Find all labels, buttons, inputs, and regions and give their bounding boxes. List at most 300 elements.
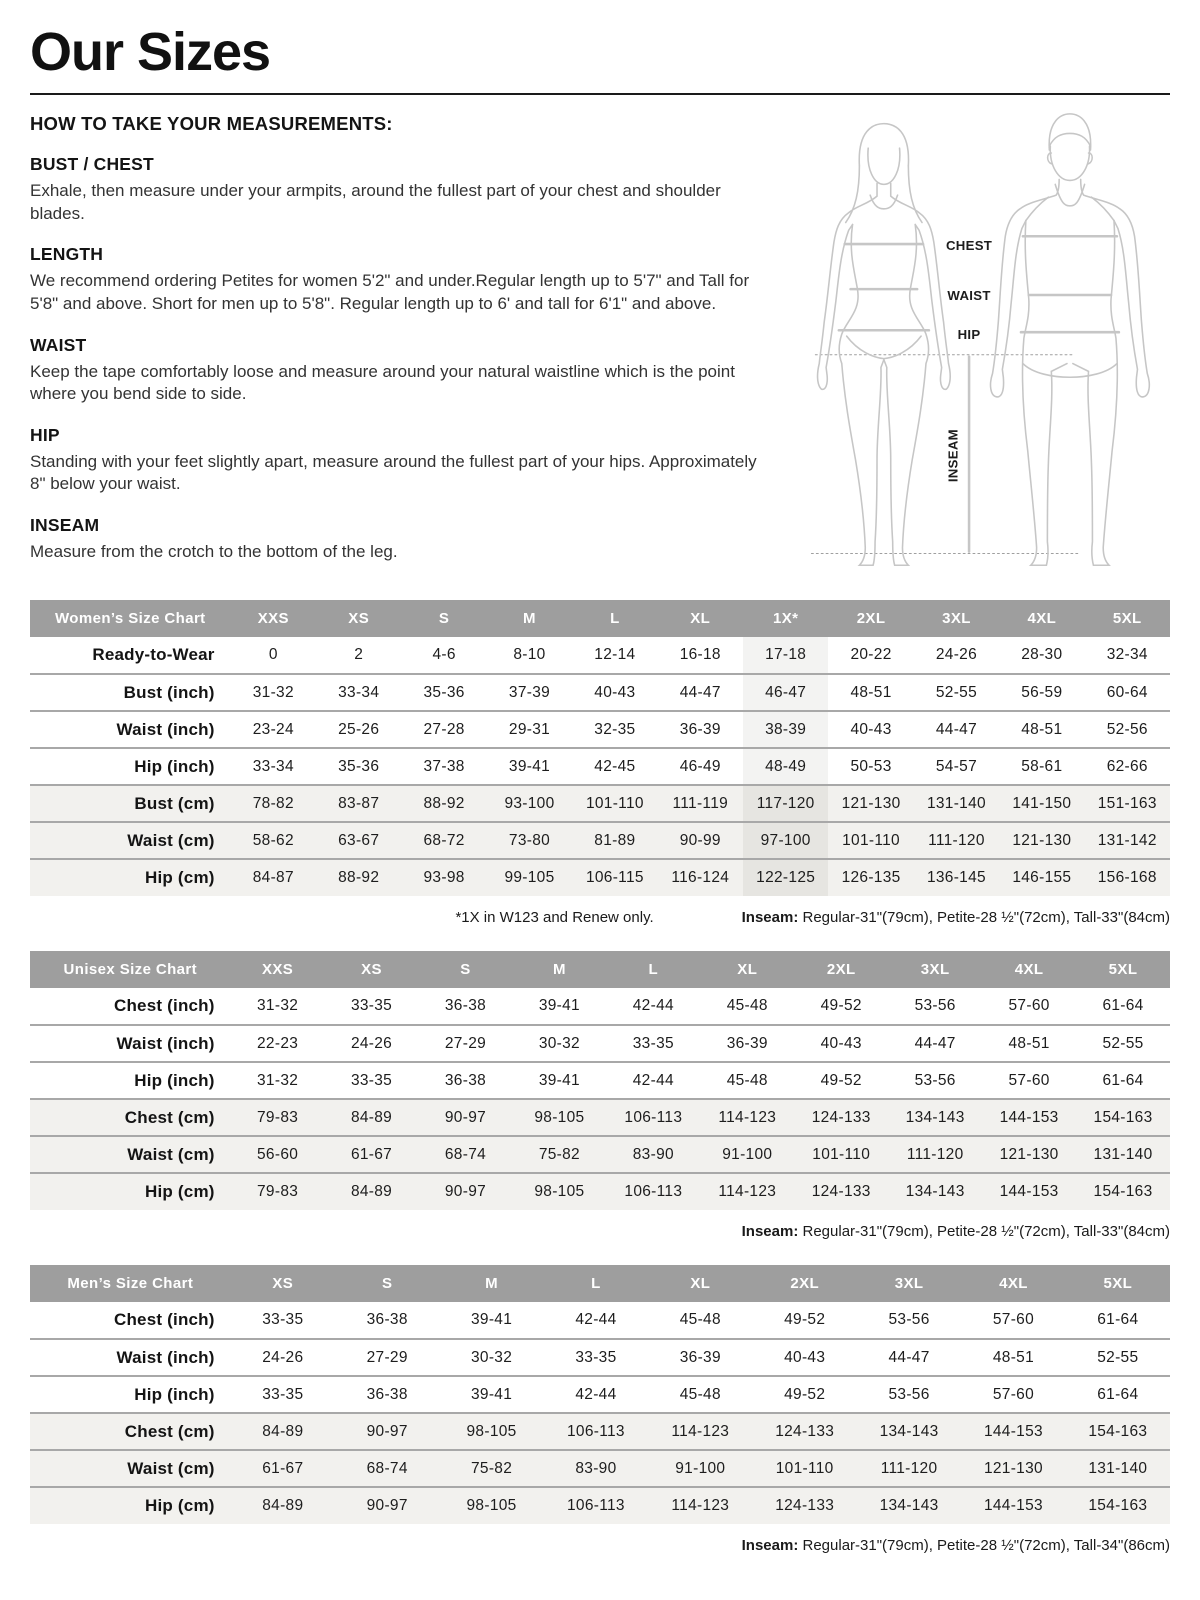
unisex-size-table [30, 951, 1170, 1210]
size-cell: 53-56 [914, 1071, 956, 1089]
size-cell: 54-57 [935, 757, 978, 775]
size-cell: 52-55 [1097, 1348, 1139, 1366]
size-cell: 8-10 [513, 646, 546, 664]
size-cell: 134-143 [905, 1183, 965, 1201]
size-cell: 36-38 [366, 1385, 408, 1403]
table-footnote [30, 909, 1170, 926]
column-header: 4XL [999, 600, 1084, 637]
instructions-heading: HOW TO TAKE YOUR MEASUREMENTS: [30, 113, 393, 135]
size-cell: 98-105 [534, 1183, 585, 1201]
size-cell: 126-135 [841, 869, 901, 887]
footnote-inseam-values: Regular-31"(79cm), Petite-28 ½"(72cm), Tall-34"(86cm) [798, 1537, 1170, 1555]
size-cell: 90-97 [366, 1422, 408, 1440]
size-cell: 33-35 [262, 1385, 304, 1403]
size-cell: 53-56 [888, 1311, 930, 1329]
size-cell: 156-168 [1097, 869, 1157, 887]
size-cell: 83-90 [575, 1459, 617, 1477]
womens-size-table [30, 600, 1170, 896]
size-cell: 124-133 [811, 1108, 871, 1126]
size-cell: 48-51 [1021, 720, 1063, 738]
row-label: Bust (cm) [134, 793, 215, 813]
size-cell: 75-82 [538, 1145, 580, 1163]
size-cell: 111-120 [928, 831, 985, 849]
size-cell: 17-18 [743, 637, 828, 674]
column-header: M [439, 1265, 543, 1302]
size-cell: 33-35 [575, 1348, 617, 1366]
table-title: Women’s Size Chart [30, 600, 231, 637]
column-header: 5XL [1085, 600, 1170, 637]
column-header: M [487, 600, 572, 637]
measurement-instructions [30, 113, 775, 563]
row-label: Hip (cm) [145, 1496, 215, 1516]
table-row [30, 1376, 1170, 1413]
table-row [30, 637, 1170, 674]
size-cell: 90-97 [444, 1183, 487, 1201]
size-cell: 144-153 [999, 1183, 1059, 1201]
column-header: S [335, 1265, 439, 1302]
measurement-guide [30, 113, 1170, 575]
size-cell: 37-39 [508, 683, 551, 701]
size-cell: 40-43 [784, 1348, 826, 1366]
table-row [30, 1136, 1170, 1173]
column-header: 5XL [1066, 1265, 1170, 1302]
size-cell: 24-26 [262, 1348, 304, 1366]
size-cell: 98-105 [466, 1422, 517, 1440]
size-cell: 106-113 [567, 1497, 625, 1515]
size-cell: 40-43 [850, 720, 892, 738]
male-figure [991, 114, 1150, 565]
row-label: Bust (inch) [123, 682, 215, 702]
instruction-section-inseam [30, 515, 775, 564]
size-cell: 24-26 [935, 646, 978, 664]
inseam-label: INSEAM [945, 429, 961, 483]
size-cell: 63-67 [338, 831, 380, 849]
size-cell: 83-87 [338, 794, 380, 812]
header-row [30, 600, 1170, 637]
size-cell: 75-82 [470, 1459, 513, 1477]
table-row [30, 1173, 1170, 1210]
size-cell: 37-38 [423, 757, 465, 775]
size-cell: 33-35 [350, 997, 393, 1015]
title-divider [30, 93, 1170, 95]
size-cell: 61-67 [350, 1145, 393, 1163]
size-cell: 106-113 [567, 1422, 625, 1440]
size-cell: 36-39 [726, 1034, 768, 1052]
footnote-inseam-label: Inseam: [741, 1537, 799, 1555]
row-label: Ready-to-Wear [92, 645, 215, 665]
size-cell: 53-56 [914, 997, 956, 1015]
row-label: Hip (cm) [145, 1182, 215, 1202]
row-label: Chest (inch) [114, 1310, 215, 1330]
size-cell: 154-163 [1088, 1497, 1148, 1515]
size-cell: 117-120 [743, 785, 828, 822]
size-cell: 101-110 [585, 794, 644, 812]
size-cell: 124-133 [775, 1422, 835, 1440]
footnote-inseam-label: Inseam: [741, 909, 799, 927]
size-cell: 36-39 [679, 1348, 721, 1366]
column-header: 2XL [794, 951, 888, 988]
size-cell: 27-29 [366, 1348, 408, 1366]
size-cell: 39-41 [538, 997, 580, 1015]
size-cell: 121-130 [1012, 831, 1072, 849]
size-cell: 46-49 [679, 757, 721, 775]
column-header: XL [648, 1265, 752, 1302]
section-body: Standing with your feet slightly apart, measure around the fullest part of your hips. Approximately 8" below your waist. [30, 451, 757, 494]
size-cell: 57-60 [1008, 1071, 1050, 1089]
size-cell: 42-44 [575, 1311, 617, 1329]
size-cell: 90-99 [679, 831, 721, 849]
section-title: WAIST [30, 334, 87, 355]
table-title: Men’s Size Chart [30, 1265, 231, 1302]
size-cell: 131-142 [1097, 831, 1157, 849]
table-row [30, 859, 1170, 896]
size-cell: 33-35 [262, 1311, 304, 1329]
chest-label: CHEST [945, 238, 993, 254]
table-row [30, 1450, 1170, 1487]
size-cell: 25-26 [338, 720, 380, 738]
size-cell: 53-56 [888, 1385, 930, 1403]
section-body: Exhale, then measure under your armpits, around the fullest part of your chest and shoulder blades. [30, 181, 721, 223]
size-cell: 58-61 [1021, 757, 1063, 775]
size-cell: 134-143 [879, 1497, 939, 1515]
footnote-inseam-label: Inseam: [741, 1223, 799, 1241]
size-cell: 93-98 [423, 869, 465, 887]
size-cell: 73-80 [508, 831, 551, 849]
size-cell: 88-92 [423, 794, 465, 812]
table-row [30, 1099, 1170, 1136]
table-title: Unisex Size Chart [30, 951, 231, 988]
table-row [30, 822, 1170, 859]
size-cell: 111-120 [880, 1459, 938, 1477]
column-header: L [606, 951, 700, 988]
column-header: XS [325, 951, 419, 988]
size-cell: 114-123 [671, 1422, 730, 1440]
table-row [30, 1339, 1170, 1376]
column-header: 5XL [1076, 951, 1170, 988]
size-cell: 79-83 [257, 1183, 299, 1201]
size-cell: 42-44 [632, 1071, 674, 1089]
size-cell: 121-130 [999, 1145, 1059, 1163]
size-cell: 58-62 [252, 831, 294, 849]
size-cell: 33-34 [252, 757, 294, 775]
row-label: Chest (inch) [114, 996, 215, 1016]
row-label: Waist (inch) [116, 719, 215, 739]
size-cell: 84-89 [262, 1497, 304, 1515]
size-cell: 39-41 [470, 1311, 513, 1329]
size-cell: 48-51 [1008, 1034, 1050, 1052]
column-header: 3XL [888, 951, 982, 988]
size-cell: 44-47 [935, 720, 978, 738]
size-cell: 31-32 [252, 683, 294, 701]
size-cell: 124-133 [811, 1183, 871, 1201]
page-title: Our Sizes [30, 22, 271, 82]
size-cell: 38-39 [743, 711, 828, 748]
size-cell: 49-52 [784, 1385, 826, 1403]
column-header: XXS [231, 600, 316, 637]
size-cell: 42-44 [632, 997, 674, 1015]
size-cell: 33-35 [350, 1071, 393, 1089]
size-cell: 84-89 [350, 1108, 393, 1126]
column-header: 3XL [914, 600, 999, 637]
size-cell: 4-6 [432, 646, 456, 664]
table-row [30, 674, 1170, 711]
size-cell: 68-74 [366, 1459, 408, 1477]
size-cell: 45-48 [679, 1311, 721, 1329]
size-cell: 36-38 [444, 997, 487, 1015]
size-cell: 99-105 [504, 869, 555, 887]
body-measurement-diagram [776, 107, 1168, 577]
table-row [30, 1062, 1170, 1099]
size-cell: 42-44 [575, 1385, 617, 1403]
size-cell: 12-14 [594, 646, 636, 664]
size-cell: 46-47 [743, 674, 828, 711]
column-header: L [544, 1265, 648, 1302]
size-cell: 154-163 [1093, 1183, 1153, 1201]
size-cell: 44-47 [679, 683, 721, 701]
size-cell: 50-53 [850, 757, 892, 775]
row-label: Hip (inch) [134, 756, 215, 776]
size-cell: 49-52 [784, 1311, 826, 1329]
size-cell: 31-32 [257, 1071, 299, 1089]
instruction-section-bust-chest [30, 154, 775, 225]
size-cell: 83-90 [632, 1145, 674, 1163]
row-label: Hip (inch) [134, 1070, 215, 1090]
size-cell: 44-47 [914, 1034, 956, 1052]
row-label: Waist (inch) [116, 1033, 215, 1053]
size-cell: 60-64 [1106, 683, 1148, 701]
row-label: Chest (cm) [124, 1421, 215, 1441]
column-header: 3XL [857, 1265, 961, 1302]
size-cell: 68-74 [444, 1145, 487, 1163]
section-body: Keep the tape comfortably loose and measure around your natural waistline which is the point where you bend side to side. [30, 361, 735, 404]
size-cell: 40-43 [820, 1034, 862, 1052]
row-label: Chest (cm) [124, 1107, 215, 1127]
size-cell: 141-150 [1012, 794, 1072, 812]
size-cell: 124-133 [775, 1497, 835, 1515]
section-body: We recommend ordering Petites for women 5'2" and under.Regular length up to 5'7" and Tall for 5'8" and above. Short for men up to 5'8". Regular length up to 6' and tall for 6'1" and above. [30, 271, 750, 313]
size-cell: 134-143 [905, 1108, 965, 1126]
size-cell: 22-23 [257, 1034, 299, 1052]
size-cell: 42-45 [594, 757, 636, 775]
size-cell: 114-123 [671, 1497, 730, 1515]
size-cell: 90-97 [366, 1497, 408, 1515]
size-tables [30, 600, 1170, 1554]
size-cell: 36-38 [444, 1071, 487, 1089]
column-header: 4XL [961, 1265, 1065, 1302]
size-cell: 62-66 [1106, 757, 1148, 775]
table-row [30, 711, 1170, 748]
size-cell: 31-32 [257, 997, 299, 1015]
size-cell: 134-143 [879, 1422, 939, 1440]
size-cell: 144-153 [983, 1422, 1043, 1440]
size-cell: 144-153 [983, 1497, 1043, 1515]
size-cell: 56-60 [257, 1145, 299, 1163]
row-label: Hip (cm) [145, 868, 215, 888]
size-cell: 36-39 [679, 720, 721, 738]
section-body: Measure from the crotch to the bottom of the leg. [30, 542, 398, 562]
size-cell: 98-105 [466, 1497, 517, 1515]
size-cell: 88-92 [338, 869, 380, 887]
size-cell: 111-119 [672, 794, 729, 812]
footnote-1x-note: *1X in W123 and Renew only. [455, 909, 654, 927]
size-cell: 39-41 [470, 1385, 513, 1403]
size-cell: 91-100 [722, 1145, 773, 1163]
size-cell: 78-82 [252, 794, 294, 812]
size-cell: 144-153 [999, 1108, 1059, 1126]
size-cell: 116-124 [671, 869, 730, 887]
size-cell: 35-36 [423, 683, 465, 701]
size-cell: 16-18 [679, 646, 721, 664]
size-cell: 151-163 [1097, 794, 1157, 812]
size-cell: 35-36 [338, 757, 380, 775]
size-cell: 30-32 [470, 1348, 513, 1366]
mens-size-chart [30, 1265, 1170, 1554]
size-cell: 27-29 [444, 1034, 487, 1052]
female-figure [818, 124, 951, 566]
size-cell: 57-60 [1008, 997, 1050, 1015]
size-cell: 79-83 [257, 1108, 299, 1126]
size-cell: 122-125 [743, 859, 828, 896]
table-row [30, 1025, 1170, 1062]
waist-label: WAIST [947, 288, 991, 304]
header-row [30, 1265, 1170, 1302]
size-cell: 45-48 [726, 1071, 768, 1089]
size-cell: 97-100 [743, 822, 828, 859]
size-cell: 101-110 [775, 1459, 834, 1477]
column-header: 2XL [753, 1265, 857, 1302]
column-header: XXS [231, 951, 325, 988]
table-row [30, 1302, 1170, 1339]
size-cell: 45-48 [679, 1385, 721, 1403]
section-title: BUST / CHEST [30, 154, 154, 175]
size-cell: 114-123 [718, 1183, 777, 1201]
size-cell: 61-67 [262, 1459, 304, 1477]
table-row [30, 785, 1170, 822]
size-cell: 111-120 [906, 1145, 964, 1163]
size-cell: 39-41 [538, 1071, 580, 1089]
column-header: S [401, 600, 486, 637]
size-cell: 68-72 [423, 831, 465, 849]
size-cell: 131-140 [1093, 1145, 1153, 1163]
size-cell: 91-100 [675, 1459, 726, 1477]
size-cell: 27-28 [423, 720, 465, 738]
size-cell: 32-35 [594, 720, 636, 738]
footnote-inseam [742, 1537, 1170, 1554]
footnote-inseam [742, 1223, 1170, 1240]
mens-size-table [30, 1265, 1170, 1524]
size-cell: 48-51 [992, 1348, 1035, 1366]
size-cell: 32-34 [1106, 646, 1148, 664]
size-cell: 39-41 [508, 757, 551, 775]
column-header: S [419, 951, 513, 988]
size-cell: 61-64 [1102, 1071, 1144, 1089]
size-cell: 61-64 [1097, 1311, 1139, 1329]
size-cell: 101-110 [842, 831, 900, 849]
table-row [30, 988, 1170, 1025]
size-cell: 45-48 [726, 997, 768, 1015]
size-cell: 101-110 [812, 1145, 871, 1163]
size-cell: 84-89 [262, 1422, 304, 1440]
section-title: HIP [30, 424, 60, 445]
size-cell: 52-55 [935, 683, 978, 701]
size-cell: 52-55 [1102, 1034, 1144, 1052]
size-cell: 154-163 [1088, 1422, 1148, 1440]
size-cell: 52-56 [1106, 720, 1148, 738]
size-cell: 33-35 [632, 1034, 674, 1052]
column-header: 4XL [982, 951, 1076, 988]
size-cell: 90-97 [444, 1108, 487, 1126]
column-header: 1X* [743, 600, 828, 637]
footnote-inseam-values: Regular-31"(79cm), Petite-28 ½"(72cm), Tall-33"(84cm) [798, 1223, 1170, 1241]
size-cell: 56-59 [1021, 683, 1063, 701]
row-label: Waist (cm) [127, 1458, 215, 1478]
size-cell: 131-140 [926, 794, 986, 812]
size-cell: 81-89 [594, 831, 636, 849]
size-cell: 36-38 [366, 1311, 408, 1329]
column-header: XL [658, 600, 743, 637]
column-header: XL [700, 951, 794, 988]
size-cell: 2 [354, 646, 364, 664]
size-cell: 49-52 [820, 997, 862, 1015]
unisex-size-chart [30, 951, 1170, 1240]
size-cell: 61-64 [1097, 1385, 1139, 1403]
size-cell: 106-115 [585, 869, 644, 887]
size-cell: 20-22 [850, 646, 892, 664]
row-label: Waist (cm) [127, 830, 215, 850]
size-cell: 24-26 [350, 1034, 393, 1052]
column-header: 2XL [828, 600, 913, 637]
size-cell: 146-155 [1012, 869, 1072, 887]
size-cell: 40-43 [594, 683, 636, 701]
hip-label: HIP [957, 327, 981, 343]
footnote-inseam [742, 909, 1170, 926]
size-cell: 0 [268, 646, 278, 664]
size-cell: 121-130 [983, 1459, 1043, 1477]
size-cell: 114-123 [718, 1108, 777, 1126]
instruction-section-length [30, 244, 775, 315]
footnote-inseam-values: Regular-31"(79cm), Petite-28 ½"(72cm), Tall-33"(84cm) [798, 909, 1170, 927]
table-row [30, 1413, 1170, 1450]
column-header: L [572, 600, 657, 637]
size-cell: 57-60 [992, 1385, 1035, 1403]
header-row [30, 951, 1170, 988]
column-header: XS [231, 1265, 335, 1302]
size-cell: 84-89 [350, 1183, 393, 1201]
size-cell: 131-140 [1088, 1459, 1148, 1477]
table-footnote [30, 1537, 1170, 1554]
size-cell: 106-113 [624, 1108, 683, 1126]
size-cell: 57-60 [992, 1311, 1035, 1329]
size-cell: 48-51 [850, 683, 892, 701]
column-header: XS [316, 600, 401, 637]
table-row [30, 748, 1170, 785]
size-cell: 33-34 [338, 683, 380, 701]
row-label: Hip (inch) [134, 1384, 215, 1404]
row-label: Waist (inch) [116, 1347, 215, 1367]
size-cell: 44-47 [888, 1348, 930, 1366]
table-footnote [30, 1223, 1170, 1240]
size-cell: 154-163 [1093, 1108, 1153, 1126]
size-cell: 136-145 [926, 869, 986, 887]
row-label: Waist (cm) [127, 1144, 215, 1164]
section-title: LENGTH [30, 244, 104, 265]
size-cell: 98-105 [534, 1108, 585, 1126]
size-cell: 30-32 [538, 1034, 580, 1052]
size-cell: 28-30 [1021, 646, 1063, 664]
size-cell: 48-49 [743, 748, 828, 785]
size-cell: 61-64 [1102, 997, 1144, 1015]
size-cell: 121-130 [841, 794, 901, 812]
